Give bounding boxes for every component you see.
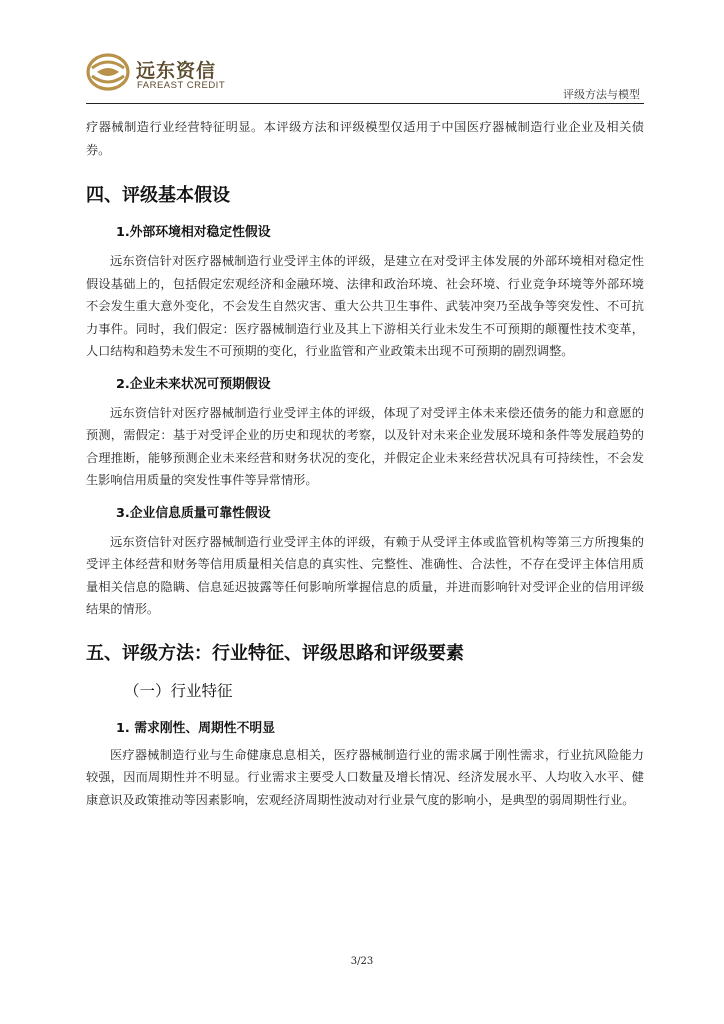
logo-english-name: FAREAST CREDIT [137, 80, 226, 91]
page-number: 3/23 [350, 956, 374, 967]
assumption-3-heading: 3.企业信息质量可靠性假设 [116, 505, 271, 521]
document-body [86, 116, 644, 811]
logo-chinese-name: 远东资信 [136, 60, 217, 82]
assumption-3-text: 远东资信针对医疗器械制造行业受评主体的评级，有赖于从受评主体或监管机构等第三方所搜集的受评主体经营和财务等信用质量相关信息的真实性、完整性、准确性、合法性，不存在受评主体信用质量相关信息的隐瞒、信息延迟披露等任何影响所掌握信息的质量，并进而影响针对受评企业的信用评级结果的情形。 [86, 534, 644, 616]
feature-1-text: 医疗器械制造行业与生命健康息息相关，医疗器械制造行业的需求属于刚性需求，行业抗风险能力较强，因而周期性并不明显。行业需求主要受人口数量及增长情况、经济发展水平、人均收入水平、健康意识及政策推动等因素影响，宏观经济周期性波动对行业景气度的影响小，是典型的弱周期性行业。 [86, 747, 644, 807]
assumption-1-text: 远东资信针对医疗器械制造行业受评主体的评级，是建立在对受评主体发展的外部环境相对稳定性假设基础上的，包括假定宏观经济和金融环境、法律和政治环境、社会环境、行业竞争环境等外部环境不会发生重大意外变化，不会发生自然灾害、重大公共卫生事件、武装冲突乃至战争等突发性、不可抗力事件。同时，我们假定：医疗器械制造行业及其上下游相关行业未发生不可预期的颠覆性技术变革，人口结构和趋势未发生不可预期的变化，行业监管和产业政策未出现不可预期的剧烈调整。 [86, 254, 644, 358]
assumption-2-text: 远东资信针对医疗器械制造行业受评主体的评级，体现了对受评主体未来偿还债务的能力和意愿的预测，需假定：基于对受评企业的历史和现状的考察，以及针对未来企业发展环境和条件等发展趋势的合理推断，能够预测企业未来经营和财务状况的变化，并假定企业未来经营状况具有可持续性，不会发生影响信用质量的突发性事件等异常情形。 [86, 405, 644, 487]
page-header [86, 52, 644, 102]
section-5-heading: 五、评级方法：行业特征、评级思路和评级要素 [86, 642, 464, 664]
industry-features-heading: （一）行业特征 [124, 681, 233, 700]
header-divider [86, 103, 644, 104]
intro-paragraph: 疗器械制造行业经营特征明显。本评级方法和评级模型仅适用于中国医疗器械制造行业企业及相关债券。 [86, 120, 644, 157]
header-section-label: 评级方法与模型 [563, 88, 640, 101]
section-4-heading: 四、评级基本假设 [86, 185, 230, 206]
assumption-2-heading: 2.企业未来状况可预期假设 [116, 376, 271, 392]
feature-1-heading: 1. 需求刚性、周期性不明显 [116, 720, 275, 736]
assumption-1-heading: 1.外部环境相对稳定性假设 [116, 225, 271, 240]
fareast-logo-icon [86, 52, 130, 92]
